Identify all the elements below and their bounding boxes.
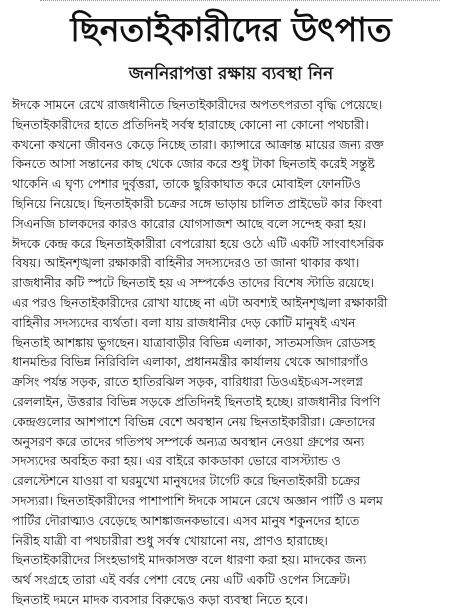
article-body-line: ছিনিয়ে নিয়েছে। ছিনতাইকারী চক্রের সঙ্গে ভাড়ায় চালিত প্রাইভেট কার কিংবা <box>12 196 382 211</box>
article-body-line: কেন্দ্রগুলোর আশপাশে বিভিন্ন বেশে অবস্থান নেয় ছিনতাইকারীরা। ক্রেতাদের <box>12 414 376 429</box>
article-body-line: ধানমন্ডির বিভিন্ন নিরিবিলি এলাকা, প্রধানমন্ত্রীর কার্যালয় থেকে আগারগাঁও <box>12 355 369 370</box>
article-body-line: ঈদকে কেন্দ্র করে ছিনতাইকারীরা বেপরোয়া হয়ে ওঠে এটি একটি সাংবাৎসরিক <box>12 236 384 251</box>
article-body-line: রেলস্টেশনে যাওয়া বা ঘরমুখো মানুষদের টার্গেট করে ছিনতাইকারী চক্রের <box>12 474 361 489</box>
article-body-line: অর্থ সংগ্রহে তারা এই বর্বর পেশা বেছে নেয় এটি একটি ওপেন সিক্রেট। <box>12 573 351 588</box>
article-body-line: রেললাইন, উত্তরার বিভিন্ন সড়কে প্রতিদিনই ছিনতাই হচ্ছে। রাজধানীর বিপণি <box>12 394 381 409</box>
article-body-line: থাকেনি এ ঘৃণ্য পেশার দুর্বৃত্তরা, তাকে ছুরিকাঘাত করে মোবাইল ফোনটিও <box>12 177 361 192</box>
article-body-line: ক্রসিং পর্যন্ত সড়ক, রাতে হাতিরঝিল সড়ক, বারিধারা ডিওএইচএস-সংলগ্ন <box>12 375 363 390</box>
article-subheadline: জননিরাপত্তা রক্ষায় ব্যবস্থা নিন <box>128 64 334 84</box>
article-body-line: কিনতে আসা সন্তানের কাছ থেকে জোর করে শুধু টাকা ছিনতাই করেই সন্তুষ্ট <box>12 157 375 172</box>
article-body-line: কখনো কখনো জীবনও কেড়ে নিচ্ছে তারা। ক্যান্সারে আক্রান্ত মায়ের জন্য রক্ত <box>12 137 384 152</box>
article-body-line: ছিনতাই দমনে মাদক ব্যবসার বিরুদ্ধেও কড়া ব্যবস্থা নিতে হবে। <box>12 592 308 607</box>
article-body-line: ছিনতাইকারীদের হাতে প্রতিদিনই সর্বস্ব হারাচ্ছে কোনো না কোনো পথচারী। <box>12 117 369 132</box>
article-body-line: সদস্যরা। ছিনতাইকারীদের পাশাপাশি ঈদকে সামনে রেখে অজ্ঞান পার্টি ও মলম <box>12 493 383 508</box>
article-headline: ছিনতাইকারীদের উৎপাত <box>70 10 392 49</box>
article-body-line: পার্টির দৌরাত্ম্যও বেড়েছে আশঙ্কাজনকভাবে। এসব মানুষ শকুনদের হাতে <box>12 513 360 528</box>
article-body-line: এর পরও ছিনতাইকারীদের রোখা যাচ্ছে না এটা অবশ্যই আইনশৃঙ্খলা রক্ষাকারী <box>12 295 388 310</box>
article-body-line: বিষয়। আইনশৃঙ্খলা রক্ষাকারী বাহিনীর সদস্যদেরও তা জানা থাকার কথা। <box>12 256 360 271</box>
article-body-line: বাহিনীর সদস্যদের ব্যর্থতা। বলা যায় রাজধানীর দেড় কোটি মানুষই এখন <box>12 315 356 330</box>
article-body-line: ছিনতাই আশঙ্কায় ভুগছেন। যাত্রাবাড়ীর বিভিন্ন এলাকা, সাতমসজিদ রোডসহ <box>12 335 376 350</box>
article-body-line: ঈদকে সামনে রেখে রাজধানীতে ছিনতাইকারীদের অপতৎপরতা বৃদ্ধি পেয়েছে। <box>12 98 383 112</box>
article-body-line: সিএনজি চালকদের কারও কারোর যোগসাজশ আছে বলে সন্দেহ করা হয়। <box>12 216 367 231</box>
article-body <box>12 96 452 611</box>
top-divider <box>40 0 440 5</box>
article-body-line: সদস্যদের অবহিত করা হয়। এর বাইরে কাকডাকা ভোরে বাসস্ট্যান্ড ও <box>12 454 341 469</box>
article-body-line: ছিনতাইকারীদের সিংহভাগই মাদকাসক্ত বলে ধারণা করা হয়। মাদকের জন্য <box>12 553 367 568</box>
article-body-line: নিরীহ যাত্রী বা পথচারীরা শুধু সর্বস্ব খোয়ানো নয়, প্রাণও হারাচ্ছে। <box>12 533 328 548</box>
article-body-line: অনুসরণ করে তাদের গতিপথ সম্পর্কে অন্যত্র অবস্থান নেওয়া গ্রুপের অন্য <box>12 434 365 449</box>
article-body-line: রাজধানীর কটি স্পটে ছিনতাই হয় এ সম্পর্কেও তাদের বিশেষ স্টাডি রয়েছে। <box>12 276 374 291</box>
